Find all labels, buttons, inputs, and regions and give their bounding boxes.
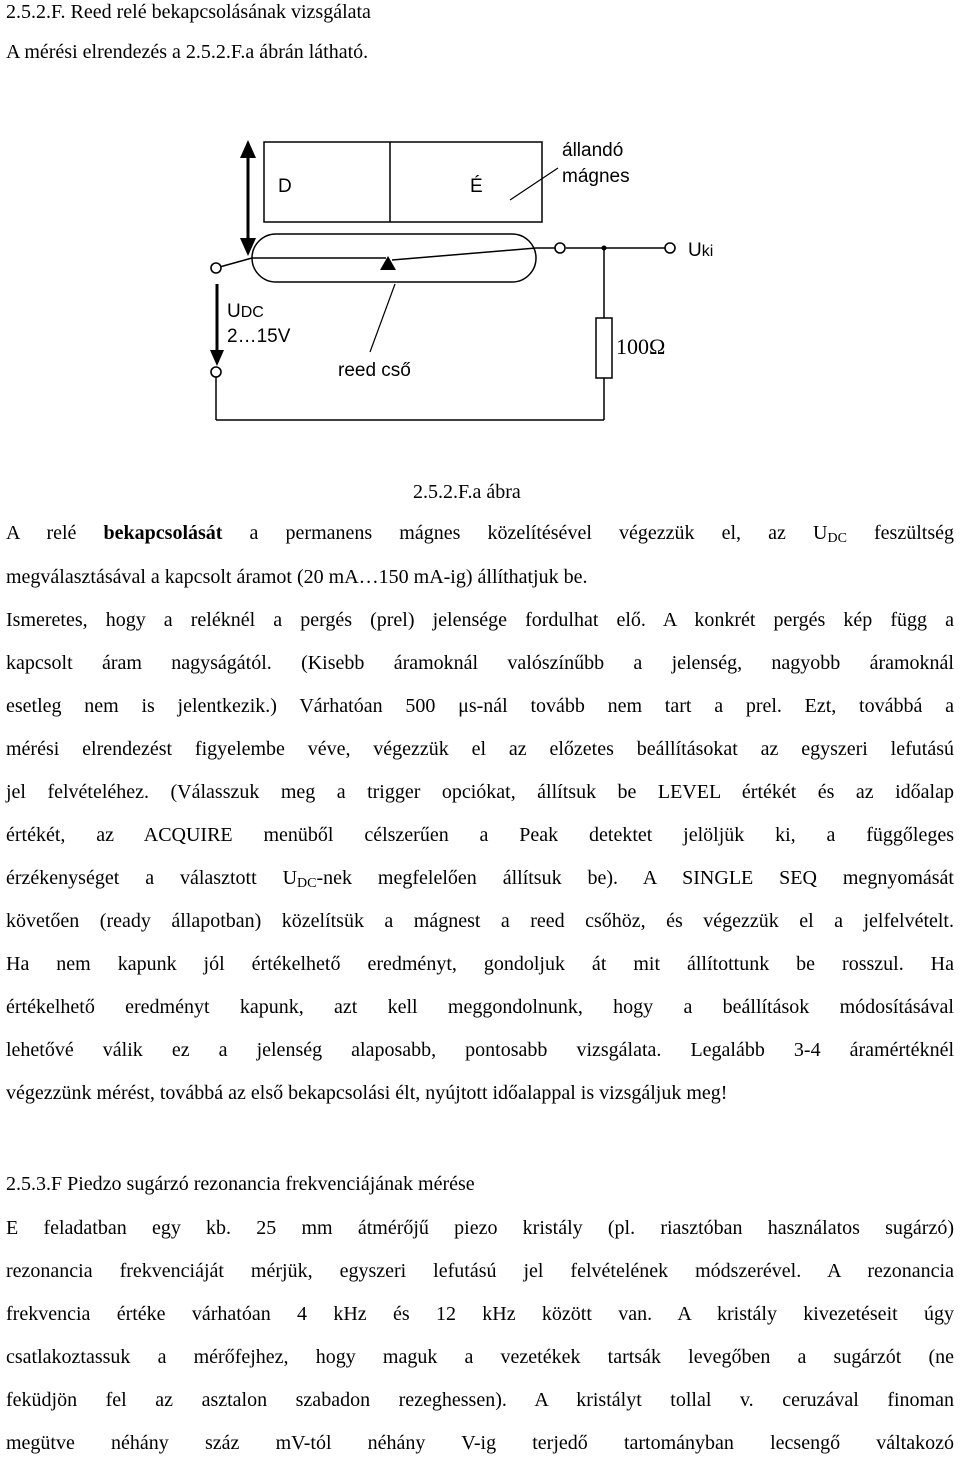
- paragraph1-line1: A relé bekapcsolását a permanens mágnes közelítésével végezzük el, az $U_{DC}$ feszültség: [6, 522, 954, 546]
- pole-e-label: É: [470, 176, 483, 197]
- paragraph2-line4: mérési elrendezést figyelembe véve, végezzük el az előzetes beállításokat az egyszeri lefutású: [6, 738, 954, 760]
- uki-sub: ki: [701, 243, 714, 260]
- section-title: 2.5.2.F. Reed relé bekapcsolásának vizsgálata: [6, 1, 371, 23]
- reed-label: reed cső: [338, 360, 411, 381]
- paragraph2-line9: Ha nem kapunk jól értékelhető eredményt, gondoljuk át mit állítottunk be rosszul. Ha: [6, 953, 954, 975]
- paragraph2-line12: végezzünk mérést, továbbá az első bekapcsolási élt, nyújtott időalappal is vizsgáljuk meg!: [6, 1082, 728, 1104]
- paragraph3-line3: frekvencia értéke várhatóan 4 kHz és 12 kHz között van. A kristály kivezetéseit úgy: [6, 1303, 954, 1325]
- circuit-diagram: [0, 0, 960, 510]
- figure-caption: 2.5.2.F.a ábra: [413, 481, 521, 503]
- udc-main: U: [227, 301, 241, 322]
- udc-label: [227, 301, 264, 322]
- pole-d-label: D: [278, 176, 292, 197]
- magnet-label-line2: mágnes: [562, 166, 630, 187]
- paragraph2-line5: jel felvételéhez. (Válasszuk meg a trigger opciókat, állítsuk be LEVEL értékét és az időalap: [6, 781, 954, 803]
- paragraph3-line2: rezonancia frekvenciáját mérjük, egyszeri lefutású jel felvételének módszerével. A rezonancia: [6, 1260, 954, 1282]
- section2-title: 2.5.3.F Piedzo sugárzó rezonancia frekvenciájának mérése: [6, 1173, 475, 1195]
- paragraph3-line5: feküdjön fel az asztalon szabadon rezeghessen). A kristályt tollal v. ceruzával finoman: [6, 1389, 954, 1411]
- bold-term: bekapcsolását: [103, 522, 223, 544]
- paragraph2-line10: értékelhető eredményt kapunk, azt kell meggondolnunk, hogy a beállítások módosításával: [6, 996, 954, 1018]
- resistor-label: 100Ω: [616, 334, 666, 359]
- uki-main: U: [688, 240, 702, 261]
- paragraph3-line4: csatlakoztassuk a mérőfejhez, hogy maguk a vezetékek tartsák levegőben a sugárzót (ne: [6, 1346, 954, 1368]
- paragraph2-line7: érzékenységet a választott $U_{DC}$-nek megfelelően állítsuk be). A SINGLE SEQ megnyomását: [6, 867, 954, 891]
- paragraph2-line2: kapcsolt áram nagyságától. (Kisebb áramoknál valószínűbb a jelenség, nagyobb áramoknál: [6, 652, 954, 674]
- paragraph2-line8: követően (ready állapotban) közelítsük a mágnest a reed csőhöz, és végezzük el a jelfelvételt.: [6, 910, 954, 932]
- paragraph2-line6: értékét, az ACQUIRE menüből célszerűen a Peak detektet jelöljük ki, a függőleges: [6, 824, 954, 846]
- paragraph2-line3: esetleg nem is jelentkezik.) Várhatóan 500 μs-nál tovább nem tart a prel. Ezt, továbbá a: [6, 695, 954, 717]
- paragraph2-line11: lehetővé válik ez a jelenség alaposabb, pontosabb vizsgálata. Legalább 3-4 áramértéknél: [6, 1039, 954, 1061]
- intro-text: A mérési elrendezés a 2.5.2.F.a ábrán látható.: [6, 41, 369, 63]
- paragraph2-line1: Ismeretes, hogy a reléknél a pergés (prel) jelensége fordulhat elő. A konkrét pergés kép függ a: [6, 609, 954, 631]
- paragraph3-line1: E feladatban egy kb. 25 mm átmérőjű piezo kristály (pl. riasztóban használatos sugárzó): [6, 1217, 954, 1239]
- udc-sub: DC: [240, 304, 264, 321]
- udc-range-label: 2…15V: [227, 326, 291, 347]
- magnet-label-line1: állandó: [562, 140, 624, 161]
- paragraph1-line2: megválasztásával a kapcsolt áramot (20 mA…150 mA-ig) állíthatjuk be.: [6, 566, 588, 588]
- paragraph3-line6: megütve néhány száz mV-tól néhány V-ig terjedő tartományban lecsengő váltakozó: [6, 1432, 954, 1454]
- uki-label: [688, 240, 713, 261]
